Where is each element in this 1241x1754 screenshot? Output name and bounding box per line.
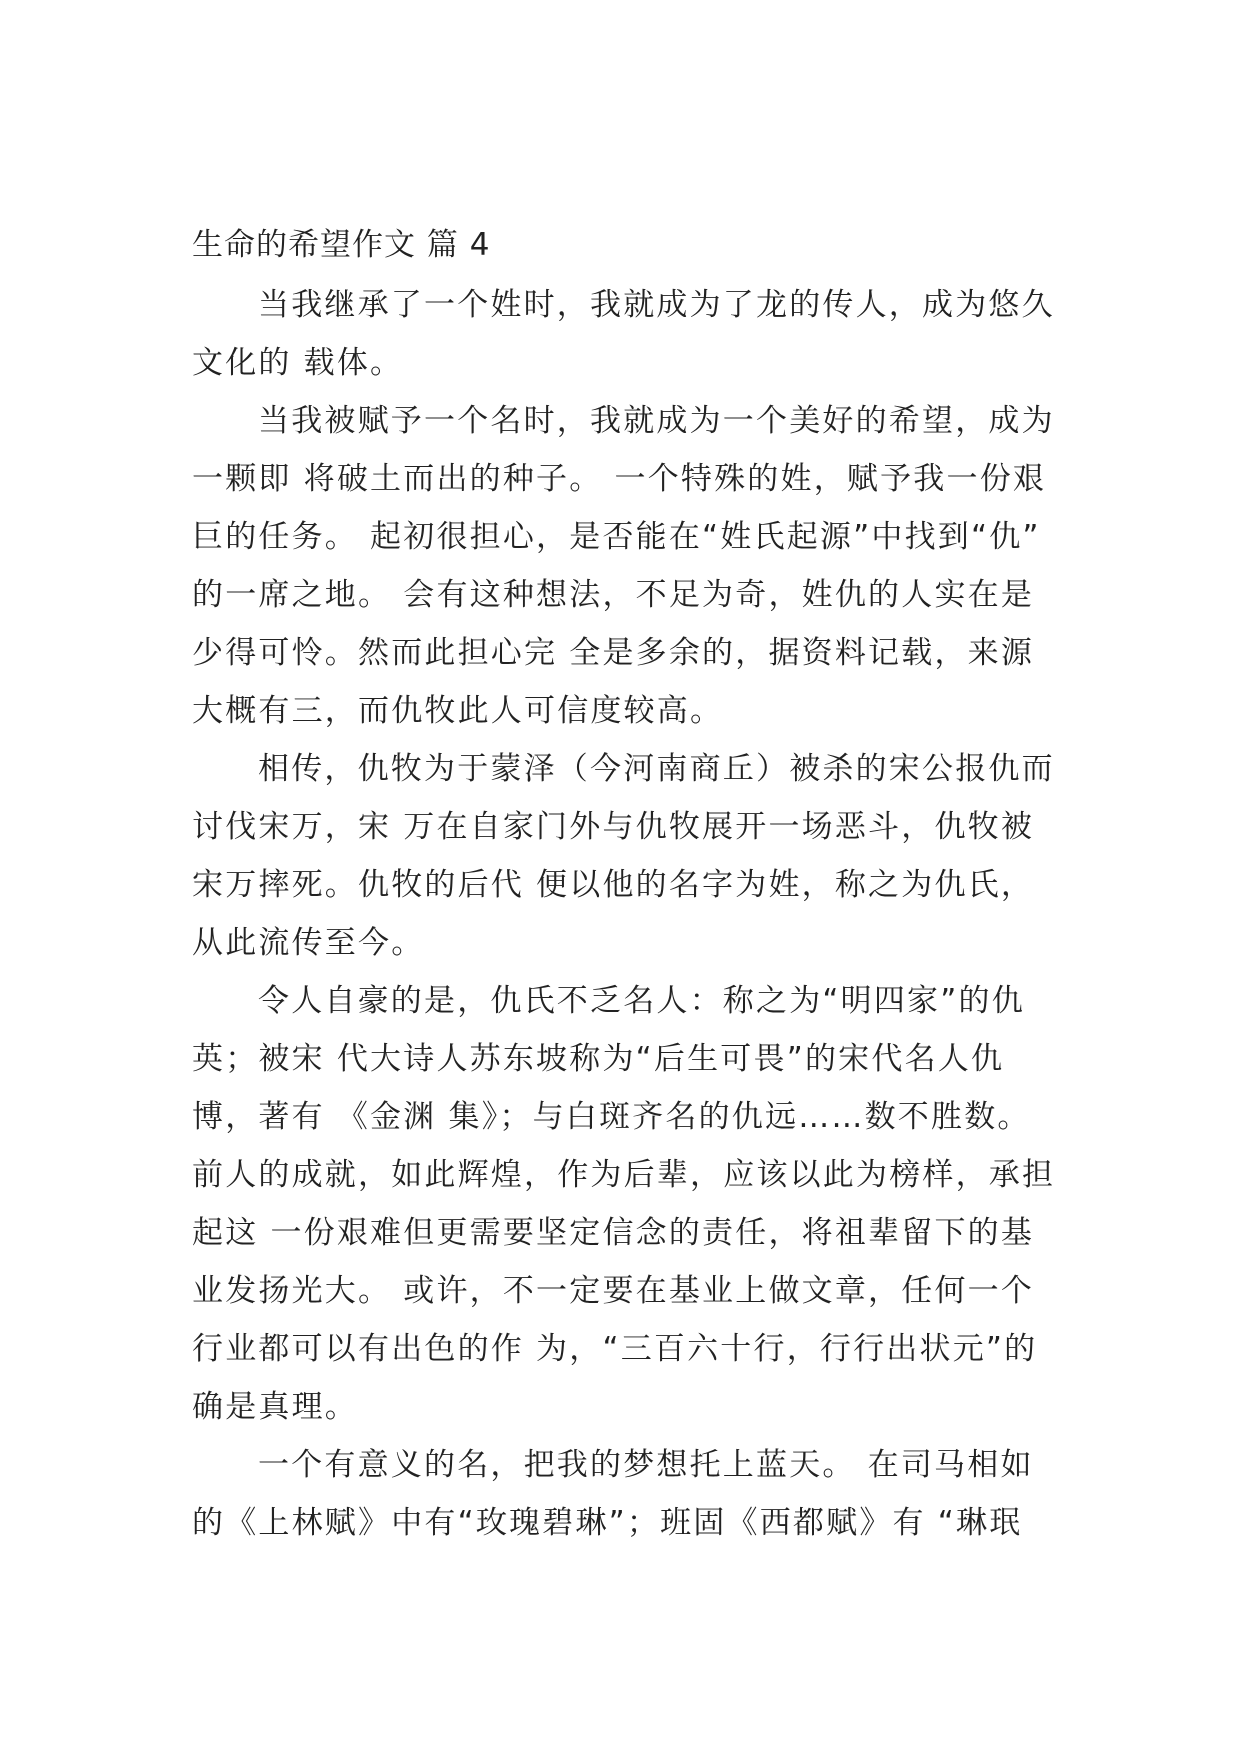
text-line: 宋万摔死。仇牧的后代 便以他的名字为姓，称之为仇氏， (192, 867, 1035, 903)
text-line: 文化的 载体。 (192, 345, 404, 381)
document-body (192, 220, 1056, 1552)
text-line: 当我被赋予一个名时，我就成为一个美好的希望，成为 (258, 403, 1055, 439)
text-line: 令人自豪的是，仇氏不乏名人：称之为“明四家”的仇 (258, 983, 1025, 1019)
text-line: 的一席之地。 会有这种想法，不足为奇，姓仇的人实在是 (192, 577, 1035, 613)
text-line: 巨的任务。 起初很担心，是否能在“姓氏起源”中找到“仇” (192, 519, 1041, 555)
text-line: 从此流传至今。 (192, 925, 425, 961)
text-line: 少得可怜。然而此担心完 全是多余的，据资料记载，来源 (192, 635, 1035, 671)
text-line: 前人的成就，如此辉煌，作为后辈，应该以此为榜样，承担 (192, 1157, 1056, 1193)
text-line: 的《上林赋》中有“玫瑰碧琳”；班固《西都赋》有 “琳珉 (192, 1505, 1023, 1541)
text-line: 行业都可以有出色的作 为，“三百六十行，行行出状元”的 (192, 1331, 1038, 1367)
text-line: 英；被宋 代大诗人苏东坡称为“后生可畏”的宋代名人仇 (192, 1041, 1005, 1077)
document-text (192, 276, 1056, 1552)
text-line: 大概有三，而仇牧此人可信度较高。 (192, 693, 724, 729)
text-line: 当我继承了一个姓时，我就成为了龙的传人，成为悠久 (258, 287, 1055, 323)
text-line: 一颗即 将破土而出的种子。 一个特殊的姓，赋予我一份艰 (192, 461, 1047, 497)
text-line: 相传，仇牧为于蒙泽（今河南商丘）被杀的宋公报仇而 (258, 751, 1055, 787)
text-line: 一个有意义的名，把我的梦想托上蓝天。 在司马相如 (258, 1447, 1034, 1483)
text-line: 博，著有 《金渊 集》；与白斑齐名的仇远……数不胜数。 (192, 1099, 1031, 1135)
text-line: 业发扬光大。 或许，不一定要在基业上做文章，任何一个 (192, 1273, 1035, 1309)
text-line: 讨伐宋万，宋 万在自家门外与仇牧展开一场恶斗，仇牧被 (192, 809, 1035, 845)
text-line: 起这 一份艰难但更需要坚定信念的责任，将祖辈留下的基 (192, 1215, 1035, 1251)
document-title: 生命的希望作文 篇 4 (192, 227, 491, 263)
text-line: 确是真理。 (192, 1389, 358, 1425)
